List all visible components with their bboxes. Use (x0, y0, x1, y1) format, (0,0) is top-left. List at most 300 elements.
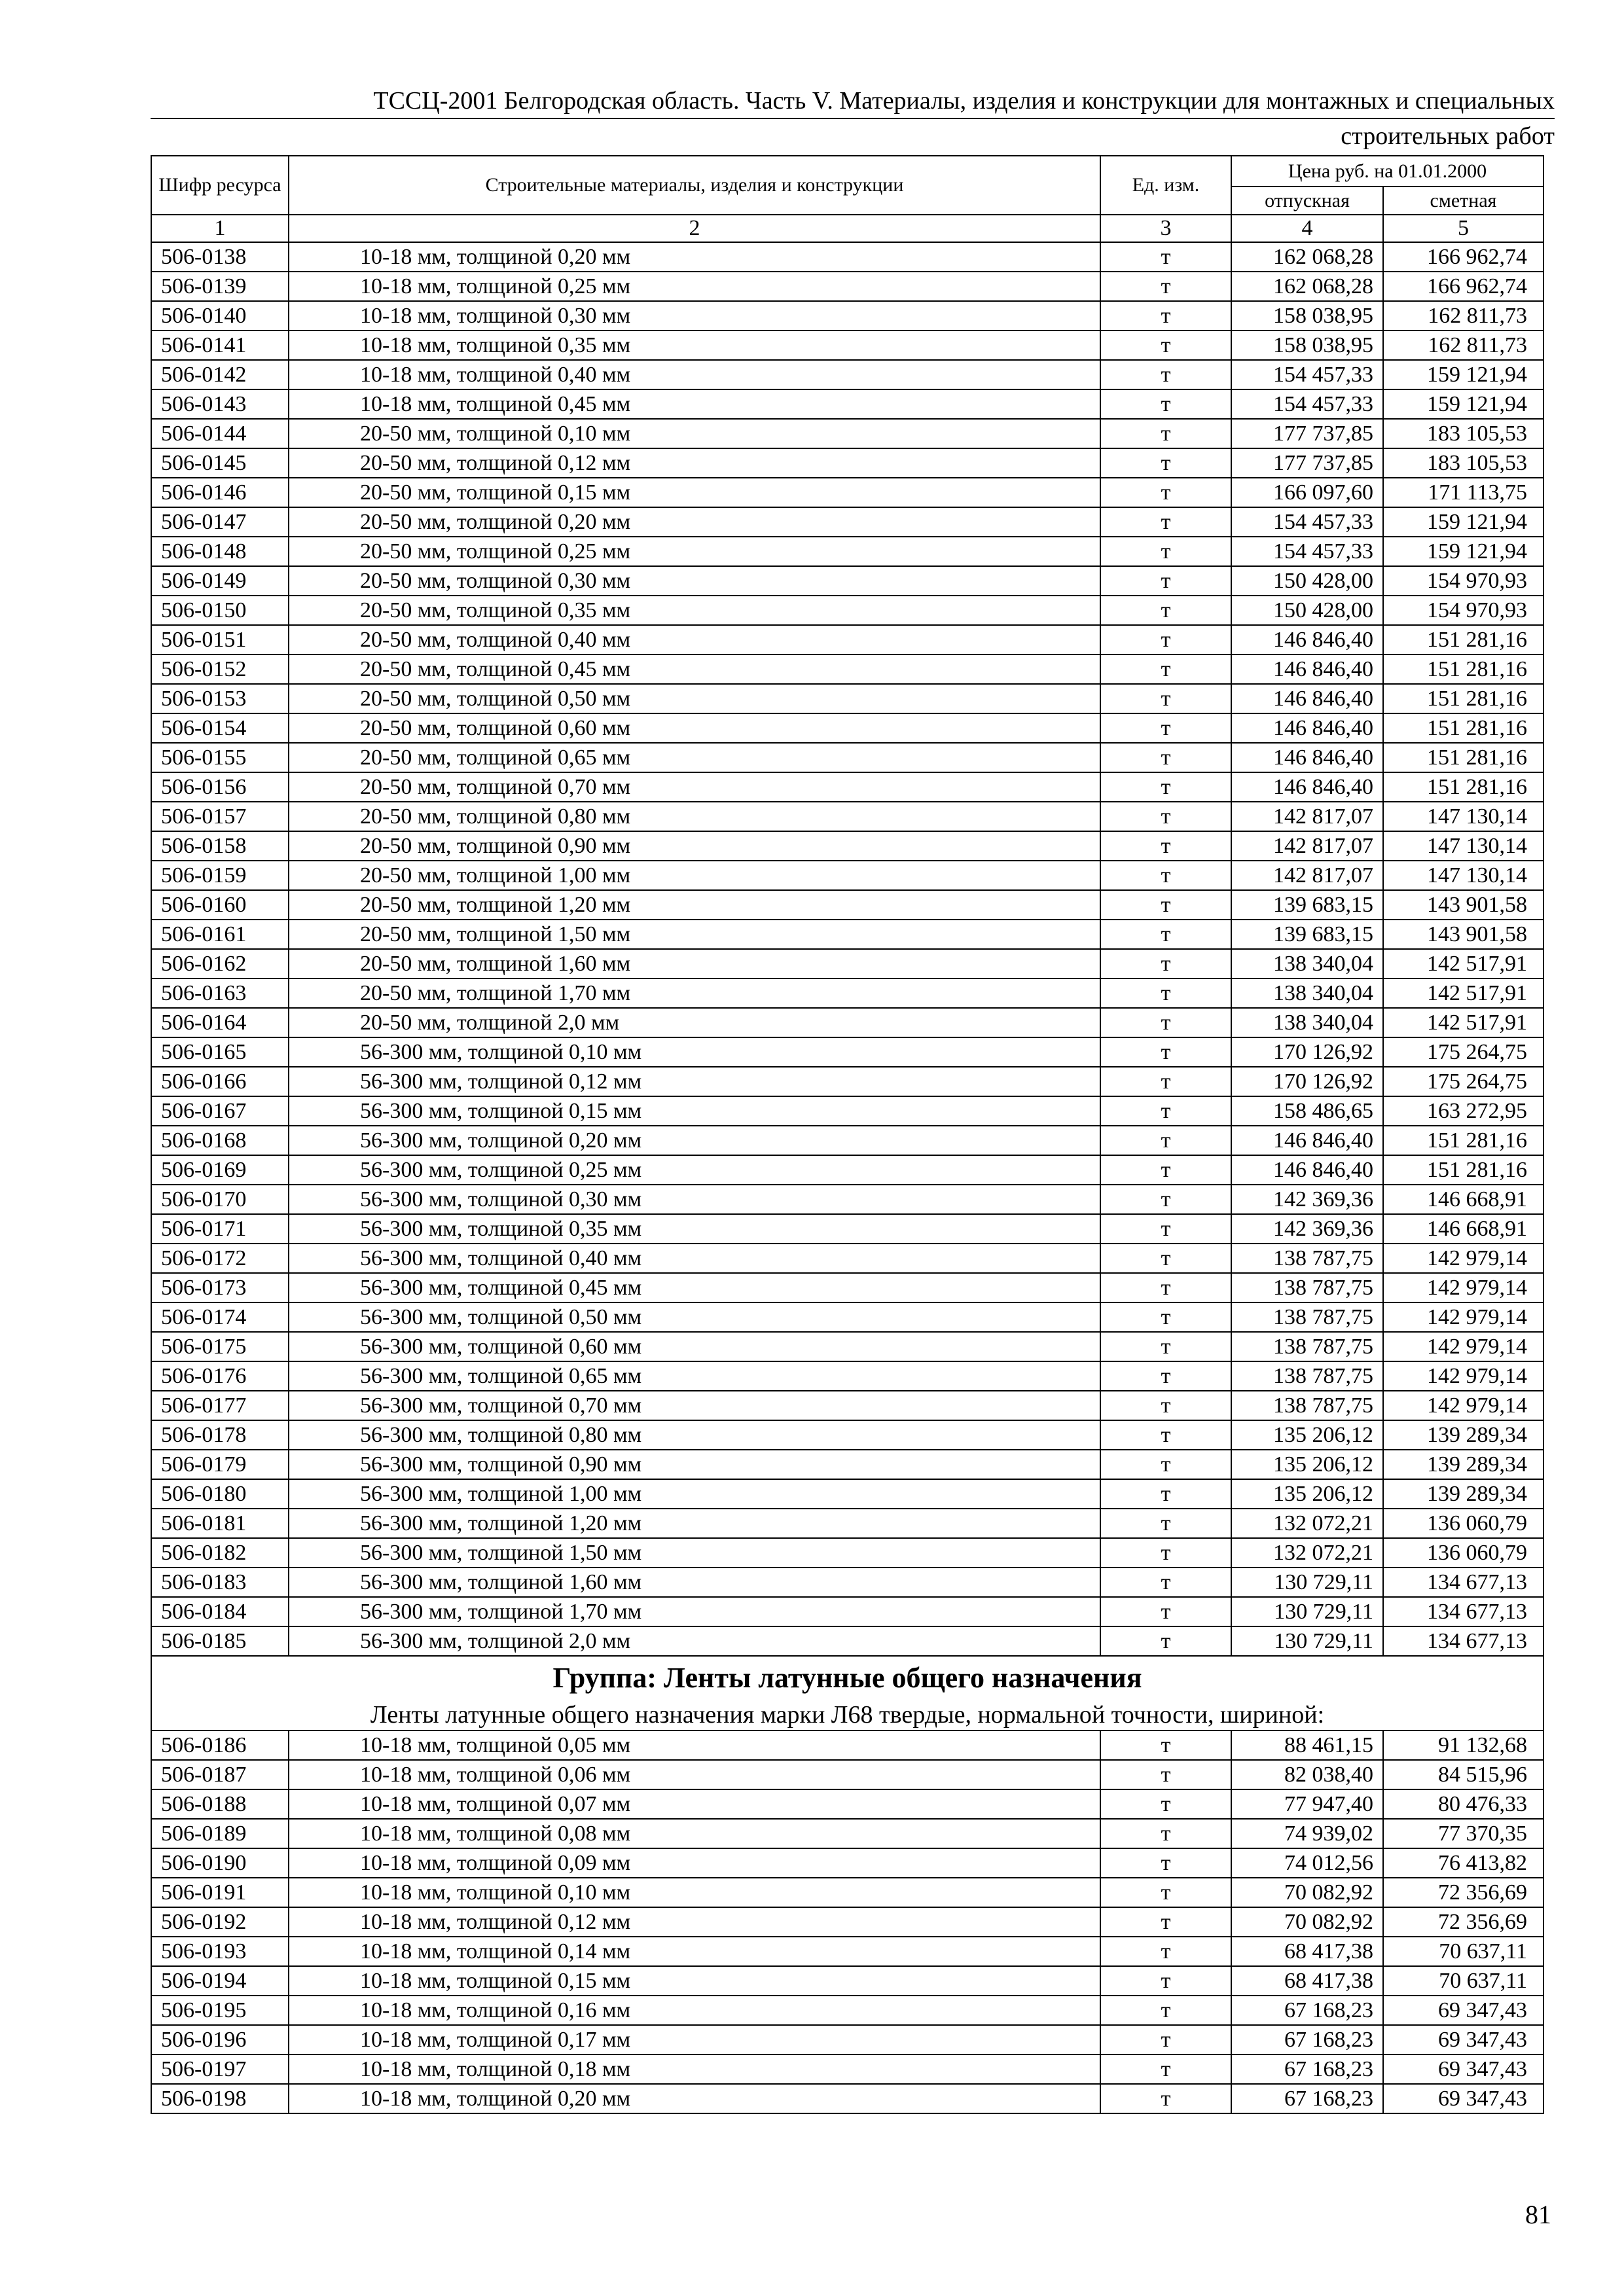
release-price: 138 787,75 (1231, 1332, 1383, 1361)
running-header (151, 84, 1555, 153)
estimate-price: 142 517,91 (1383, 978, 1543, 1008)
estimate-price: 70 637,11 (1383, 1937, 1543, 1966)
material-name: 56-300 мм, толщиной 1,70 мм (289, 1597, 1100, 1626)
table-row (151, 978, 1543, 1008)
resource-code: 506-0168 (151, 1126, 289, 1155)
group-subtitle: Ленты латунные общего назначения марки Л68 твердые, нормальной точности, шириной: (151, 1700, 1543, 1731)
unit: т (1100, 1273, 1231, 1302)
material-name: 10-18 мм, толщиной 0,15 мм (289, 1966, 1100, 1996)
unit: т (1100, 419, 1231, 448)
estimate-price: 162 811,73 (1383, 331, 1543, 360)
resource-code: 506-0186 (151, 1731, 289, 1760)
material-name: 56-300 мм, толщиной 0,70 мм (289, 1391, 1100, 1420)
resource-code: 506-0178 (151, 1420, 289, 1450)
estimate-price: 69 347,43 (1383, 2054, 1543, 2084)
material-name: 56-300 мм, толщиной 1,60 мм (289, 1568, 1100, 1597)
release-price: 162 068,28 (1231, 242, 1383, 272)
table-row (151, 1273, 1543, 1302)
estimate-price: 139 289,34 (1383, 1420, 1543, 1450)
resource-code: 506-0167 (151, 1096, 289, 1126)
price-table (151, 155, 1544, 2114)
material-name: 10-18 мм, толщиной 0,35 мм (289, 331, 1100, 360)
estimate-price: 151 281,16 (1383, 772, 1543, 802)
unit: т (1100, 1789, 1231, 1819)
unit: т (1100, 2054, 1231, 2084)
estimate-price: 154 970,93 (1383, 596, 1543, 625)
unit: т (1100, 1819, 1231, 1848)
table-row (151, 1848, 1543, 1878)
unit: т (1100, 1037, 1231, 1067)
estimate-price: 154 970,93 (1383, 566, 1543, 596)
release-price: 138 340,04 (1231, 1008, 1383, 1037)
table-row (151, 1155, 1543, 1185)
estimate-price: 136 060,79 (1383, 1538, 1543, 1568)
material-name: 20-50 мм, толщиной 0,12 мм (289, 448, 1100, 478)
resource-code: 506-0179 (151, 1450, 289, 1479)
release-price: 158 486,65 (1231, 1096, 1383, 1126)
unit: т (1100, 1907, 1231, 1937)
estimate-price: 147 130,14 (1383, 831, 1543, 861)
table-row (151, 1626, 1543, 1656)
material-name: 10-18 мм, толщиной 0,25 мм (289, 272, 1100, 301)
release-price: 138 340,04 (1231, 978, 1383, 1008)
table-row (151, 802, 1543, 831)
material-name: 10-18 мм, толщиной 0,10 мм (289, 1878, 1100, 1907)
material-name: 20-50 мм, толщиной 0,25 мм (289, 537, 1100, 566)
resource-code: 506-0192 (151, 1907, 289, 1937)
estimate-price: 166 962,74 (1383, 272, 1543, 301)
release-price: 154 457,33 (1231, 537, 1383, 566)
table-row (151, 1361, 1543, 1391)
table-row (151, 596, 1543, 625)
unit: т (1100, 1731, 1231, 1760)
material-name: 20-50 мм, толщиной 0,10 мм (289, 419, 1100, 448)
table-row (151, 1966, 1543, 1996)
column-number: 5 (1383, 215, 1543, 242)
table-row (151, 389, 1543, 419)
estimate-price: 134 677,13 (1383, 1597, 1543, 1626)
material-name: 10-18 мм, толщиной 0,12 мм (289, 1907, 1100, 1937)
table-row (151, 1789, 1543, 1819)
estimate-price: 159 121,94 (1383, 360, 1543, 389)
table-row (151, 1332, 1543, 1361)
unit: т (1100, 2084, 1231, 2113)
col-header-code: Шифр ресурса (151, 156, 289, 215)
material-name: 10-18 мм, толщиной 0,45 мм (289, 389, 1100, 419)
unit: т (1100, 1996, 1231, 2025)
release-price: 135 206,12 (1231, 1450, 1383, 1479)
table-row (151, 684, 1543, 713)
table-row (151, 655, 1543, 684)
release-price: 68 417,38 (1231, 1937, 1383, 1966)
material-name: 20-50 мм, толщиной 1,60 мм (289, 949, 1100, 978)
unit: т (1100, 331, 1231, 360)
header-title: ТССЦ-2001 Белгородская область. Часть V. Материалы, изделия и конструкции для монтажных и специальных (373, 87, 1555, 115)
unit: т (1100, 1538, 1231, 1568)
material-name: 56-300 мм, толщиной 0,65 мм (289, 1361, 1100, 1391)
estimate-price: 69 347,43 (1383, 2025, 1543, 2054)
estimate-price: 163 272,95 (1383, 1096, 1543, 1126)
column-number: 1 (151, 215, 289, 242)
release-price: 67 168,23 (1231, 2084, 1383, 2113)
table-row (151, 1819, 1543, 1848)
material-name: 56-300 мм, толщиной 0,10 мм (289, 1037, 1100, 1067)
table-row (151, 1907, 1543, 1937)
material-name: 56-300 мм, толщиной 0,15 мм (289, 1096, 1100, 1126)
estimate-price: 139 289,34 (1383, 1450, 1543, 1479)
table-row (151, 1244, 1543, 1273)
estimate-price: 69 347,43 (1383, 1996, 1543, 2025)
estimate-price: 136 060,79 (1383, 1509, 1543, 1538)
resource-code: 506-0163 (151, 978, 289, 1008)
estimate-price: 146 668,91 (1383, 1185, 1543, 1214)
estimate-price: 142 979,14 (1383, 1332, 1543, 1361)
release-price: 68 417,38 (1231, 1966, 1383, 1996)
unit: т (1100, 1568, 1231, 1597)
table-row (151, 890, 1543, 920)
material-name: 20-50 мм, толщиной 0,70 мм (289, 772, 1100, 802)
table-row (151, 478, 1543, 507)
release-price: 146 846,40 (1231, 1155, 1383, 1185)
resource-code: 506-0162 (151, 949, 289, 978)
material-name: 56-300 мм, толщиной 0,25 мм (289, 1155, 1100, 1185)
resource-code: 506-0156 (151, 772, 289, 802)
material-name: 20-50 мм, толщиной 2,0 мм (289, 1008, 1100, 1037)
unit: т (1100, 1937, 1231, 1966)
table-row (151, 743, 1543, 772)
table-row (151, 1479, 1543, 1509)
material-name: 56-300 мм, толщиной 0,45 мм (289, 1273, 1100, 1302)
unit: т (1100, 301, 1231, 331)
unit: т (1100, 272, 1231, 301)
col-header-unit: Ед. изм. (1100, 156, 1231, 215)
unit: т (1100, 1966, 1231, 1996)
release-price: 154 457,33 (1231, 389, 1383, 419)
estimate-price: 142 517,91 (1383, 949, 1543, 978)
table-row (151, 2054, 1543, 2084)
material-name: 20-50 мм, толщиной 0,50 мм (289, 684, 1100, 713)
release-price: 146 846,40 (1231, 743, 1383, 772)
table-row (151, 1037, 1543, 1067)
table-row (151, 1538, 1543, 1568)
table-row (151, 949, 1543, 978)
unit: т (1100, 1361, 1231, 1391)
estimate-price: 142 979,14 (1383, 1302, 1543, 1332)
estimate-price: 134 677,13 (1383, 1626, 1543, 1656)
resource-code: 506-0150 (151, 596, 289, 625)
release-price: 142 369,36 (1231, 1214, 1383, 1244)
unit: т (1100, 1067, 1231, 1096)
table-header-row (151, 156, 1543, 187)
column-number-row (151, 215, 1543, 242)
table-row (151, 272, 1543, 301)
estimate-price: 70 637,11 (1383, 1966, 1543, 1996)
table-row (151, 1731, 1543, 1760)
release-price: 67 168,23 (1231, 2054, 1383, 2084)
resource-code: 506-0149 (151, 566, 289, 596)
price-table-body (151, 156, 1543, 2113)
estimate-price: 143 901,58 (1383, 890, 1543, 920)
table-row (151, 1509, 1543, 1538)
material-name: 10-18 мм, толщиной 0,20 мм (289, 242, 1100, 272)
material-name: 20-50 мм, толщиной 0,65 мм (289, 743, 1100, 772)
release-price: 82 038,40 (1231, 1760, 1383, 1789)
material-name: 20-50 мм, толщиной 1,20 мм (289, 890, 1100, 920)
unit: т (1100, 713, 1231, 743)
estimate-price: 175 264,75 (1383, 1067, 1543, 1096)
release-price: 170 126,92 (1231, 1037, 1383, 1067)
estimate-price: 72 356,69 (1383, 1907, 1543, 1937)
unit: т (1100, 1626, 1231, 1656)
material-name: 10-18 мм, толщиной 0,07 мм (289, 1789, 1100, 1819)
resource-code: 506-0194 (151, 1966, 289, 1996)
estimate-price: 143 901,58 (1383, 920, 1543, 949)
table-row (151, 2025, 1543, 2054)
table-row (151, 448, 1543, 478)
release-price: 138 787,75 (1231, 1302, 1383, 1332)
unit: т (1100, 1450, 1231, 1479)
column-number: 3 (1100, 215, 1231, 242)
resource-code: 506-0165 (151, 1037, 289, 1067)
table-row (151, 1568, 1543, 1597)
resource-code: 506-0180 (151, 1479, 289, 1509)
release-price: 142 817,07 (1231, 802, 1383, 831)
estimate-price: 142 517,91 (1383, 1008, 1543, 1037)
unit: т (1100, 1126, 1231, 1155)
resource-code: 506-0190 (151, 1848, 289, 1878)
unit: т (1100, 1391, 1231, 1420)
unit: т (1100, 655, 1231, 684)
release-price: 158 038,95 (1231, 301, 1383, 331)
resource-code: 506-0151 (151, 625, 289, 655)
release-price: 154 457,33 (1231, 360, 1383, 389)
estimate-price: 142 979,14 (1383, 1391, 1543, 1420)
material-name: 56-300 мм, толщиной 0,20 мм (289, 1126, 1100, 1155)
page-number: 81 (1525, 2200, 1551, 2229)
table-row (151, 625, 1543, 655)
release-price: 162 068,28 (1231, 272, 1383, 301)
unit: т (1100, 389, 1231, 419)
unit: т (1100, 507, 1231, 537)
release-price: 177 737,85 (1231, 448, 1383, 478)
resource-code: 506-0144 (151, 419, 289, 448)
resource-code: 506-0172 (151, 1244, 289, 1273)
table-row (151, 1391, 1543, 1420)
resource-code: 506-0169 (151, 1155, 289, 1185)
estimate-price: 146 668,91 (1383, 1214, 1543, 1244)
unit: т (1100, 1597, 1231, 1626)
resource-code: 506-0177 (151, 1391, 289, 1420)
release-price: 138 340,04 (1231, 949, 1383, 978)
table-row (151, 537, 1543, 566)
estimate-price: 142 979,14 (1383, 1273, 1543, 1302)
unit: т (1100, 448, 1231, 478)
release-price: 146 846,40 (1231, 772, 1383, 802)
table-row (151, 1937, 1543, 1966)
release-price: 70 082,92 (1231, 1907, 1383, 1937)
material-name: 20-50 мм, толщиной 0,20 мм (289, 507, 1100, 537)
material-name: 20-50 мм, толщиной 0,90 мм (289, 831, 1100, 861)
resource-code: 506-0141 (151, 331, 289, 360)
estimate-price: 183 105,53 (1383, 419, 1543, 448)
estimate-price: 159 121,94 (1383, 537, 1543, 566)
unit: т (1100, 2025, 1231, 2054)
estimate-price: 76 413,82 (1383, 1848, 1543, 1878)
table-row (151, 1096, 1543, 1126)
estimate-price: 142 979,14 (1383, 1361, 1543, 1391)
material-name: 10-18 мм, толщиной 0,18 мм (289, 2054, 1100, 2084)
release-price: 132 072,21 (1231, 1538, 1383, 1568)
estimate-price: 91 132,68 (1383, 1731, 1543, 1760)
estimate-price: 151 281,16 (1383, 655, 1543, 684)
release-price: 146 846,40 (1231, 1126, 1383, 1155)
unit: т (1100, 1155, 1231, 1185)
table-row (151, 242, 1543, 272)
resource-code: 506-0189 (151, 1819, 289, 1848)
resource-code: 506-0164 (151, 1008, 289, 1037)
resource-code: 506-0152 (151, 655, 289, 684)
unit: т (1100, 1302, 1231, 1332)
material-name: 10-18 мм, толщиной 0,08 мм (289, 1819, 1100, 1848)
release-price: 158 038,95 (1231, 331, 1383, 360)
resource-code: 506-0183 (151, 1568, 289, 1597)
table-row (151, 360, 1543, 389)
material-name: 20-50 мм, толщиной 0,35 мм (289, 596, 1100, 625)
table-row (151, 1450, 1543, 1479)
material-name: 56-300 мм, толщиной 0,40 мм (289, 1244, 1100, 1273)
material-name: 20-50 мм, толщиной 0,45 мм (289, 655, 1100, 684)
unit: т (1100, 1509, 1231, 1538)
unit: т (1100, 1479, 1231, 1509)
unit: т (1100, 1244, 1231, 1273)
unit: т (1100, 596, 1231, 625)
estimate-price: 166 962,74 (1383, 242, 1543, 272)
resource-code: 506-0197 (151, 2054, 289, 2084)
estimate-price: 139 289,34 (1383, 1479, 1543, 1509)
material-name: 20-50 мм, толщиной 1,00 мм (289, 861, 1100, 890)
group-heading-row (151, 1656, 1543, 1700)
estimate-price: 134 677,13 (1383, 1568, 1543, 1597)
release-price: 88 461,15 (1231, 1731, 1383, 1760)
resource-code: 506-0166 (151, 1067, 289, 1096)
release-price: 130 729,11 (1231, 1597, 1383, 1626)
estimate-price: 151 281,16 (1383, 713, 1543, 743)
table-row (151, 1067, 1543, 1096)
material-name: 56-300 мм, толщиной 0,90 мм (289, 1450, 1100, 1479)
table-row (151, 1878, 1543, 1907)
release-price: 170 126,92 (1231, 1067, 1383, 1096)
release-price: 135 206,12 (1231, 1479, 1383, 1509)
estimate-price: 142 979,14 (1383, 1244, 1543, 1273)
unit: т (1100, 861, 1231, 890)
unit: т (1100, 802, 1231, 831)
release-price: 146 846,40 (1231, 713, 1383, 743)
material-name: 10-18 мм, толщиной 0,17 мм (289, 2025, 1100, 2054)
resource-code: 506-0182 (151, 1538, 289, 1568)
material-name: 10-18 мм, толщиной 0,30 мм (289, 301, 1100, 331)
table-row (151, 772, 1543, 802)
table-row (151, 1185, 1543, 1214)
release-price: 146 846,40 (1231, 655, 1383, 684)
resource-code: 506-0198 (151, 2084, 289, 2113)
release-price: 74 939,02 (1231, 1819, 1383, 1848)
estimate-price: 183 105,53 (1383, 448, 1543, 478)
resource-code: 506-0145 (151, 448, 289, 478)
resource-code: 506-0173 (151, 1273, 289, 1302)
resource-code: 506-0143 (151, 389, 289, 419)
resource-code: 506-0159 (151, 861, 289, 890)
estimate-price: 84 515,96 (1383, 1760, 1543, 1789)
unit: т (1100, 537, 1231, 566)
estimate-price: 151 281,16 (1383, 684, 1543, 713)
table-row (151, 920, 1543, 949)
material-name: 20-50 мм, толщиной 0,40 мм (289, 625, 1100, 655)
material-name: 20-50 мм, толщиной 1,50 мм (289, 920, 1100, 949)
resource-code: 506-0139 (151, 272, 289, 301)
table-row (151, 419, 1543, 448)
release-price: 138 787,75 (1231, 1361, 1383, 1391)
table-row (151, 831, 1543, 861)
table-row (151, 1597, 1543, 1626)
unit: т (1100, 478, 1231, 507)
release-price: 130 729,11 (1231, 1568, 1383, 1597)
resource-code: 506-0181 (151, 1509, 289, 1538)
material-name: 56-300 мм, толщиной 1,20 мм (289, 1509, 1100, 1538)
unit: т (1100, 1214, 1231, 1244)
release-price: 77 947,40 (1231, 1789, 1383, 1819)
release-price: 138 787,75 (1231, 1391, 1383, 1420)
unit: т (1100, 566, 1231, 596)
material-name: 20-50 мм, толщиной 0,60 мм (289, 713, 1100, 743)
material-name: 56-300 мм, толщиной 0,35 мм (289, 1214, 1100, 1244)
unit: т (1100, 1760, 1231, 1789)
table-row (151, 1214, 1543, 1244)
resource-code: 506-0191 (151, 1878, 289, 1907)
resource-code: 506-0185 (151, 1626, 289, 1656)
estimate-price: 77 370,35 (1383, 1819, 1543, 1848)
col-header-name: Строительные материалы, изделия и конструкции (289, 156, 1100, 215)
material-name: 56-300 мм, толщиной 0,60 мм (289, 1332, 1100, 1361)
release-price: 142 817,07 (1231, 861, 1383, 890)
estimate-price: 175 264,75 (1383, 1037, 1543, 1067)
unit: т (1100, 1878, 1231, 1907)
material-name: 20-50 мм, толщиной 0,15 мм (289, 478, 1100, 507)
estimate-price: 151 281,16 (1383, 1126, 1543, 1155)
header-title-continuation: строительных работ (1341, 122, 1555, 150)
material-name: 56-300 мм, толщиной 1,50 мм (289, 1538, 1100, 1568)
col-header-price-release: отпускная (1231, 187, 1383, 215)
table-row (151, 2084, 1543, 2113)
estimate-price: 159 121,94 (1383, 507, 1543, 537)
column-number: 2 (289, 215, 1100, 242)
unit: т (1100, 1332, 1231, 1361)
table-row (151, 1996, 1543, 2025)
material-name: 10-18 мм, толщиной 0,09 мм (289, 1848, 1100, 1878)
resource-code: 506-0193 (151, 1937, 289, 1966)
unit: т (1100, 831, 1231, 861)
material-name: 56-300 мм, толщиной 0,50 мм (289, 1302, 1100, 1332)
unit: т (1100, 1185, 1231, 1214)
material-name: 20-50 мм, толщиной 1,70 мм (289, 978, 1100, 1008)
resource-code: 506-0171 (151, 1214, 289, 1244)
table-row (151, 1302, 1543, 1332)
resource-code: 506-0195 (151, 1996, 289, 2025)
material-name: 10-18 мм, толщиной 0,20 мм (289, 2084, 1100, 2113)
release-price: 67 168,23 (1231, 2025, 1383, 2054)
resource-code: 506-0147 (151, 507, 289, 537)
material-name: 10-18 мм, толщиной 0,40 мм (289, 360, 1100, 389)
unit: т (1100, 920, 1231, 949)
